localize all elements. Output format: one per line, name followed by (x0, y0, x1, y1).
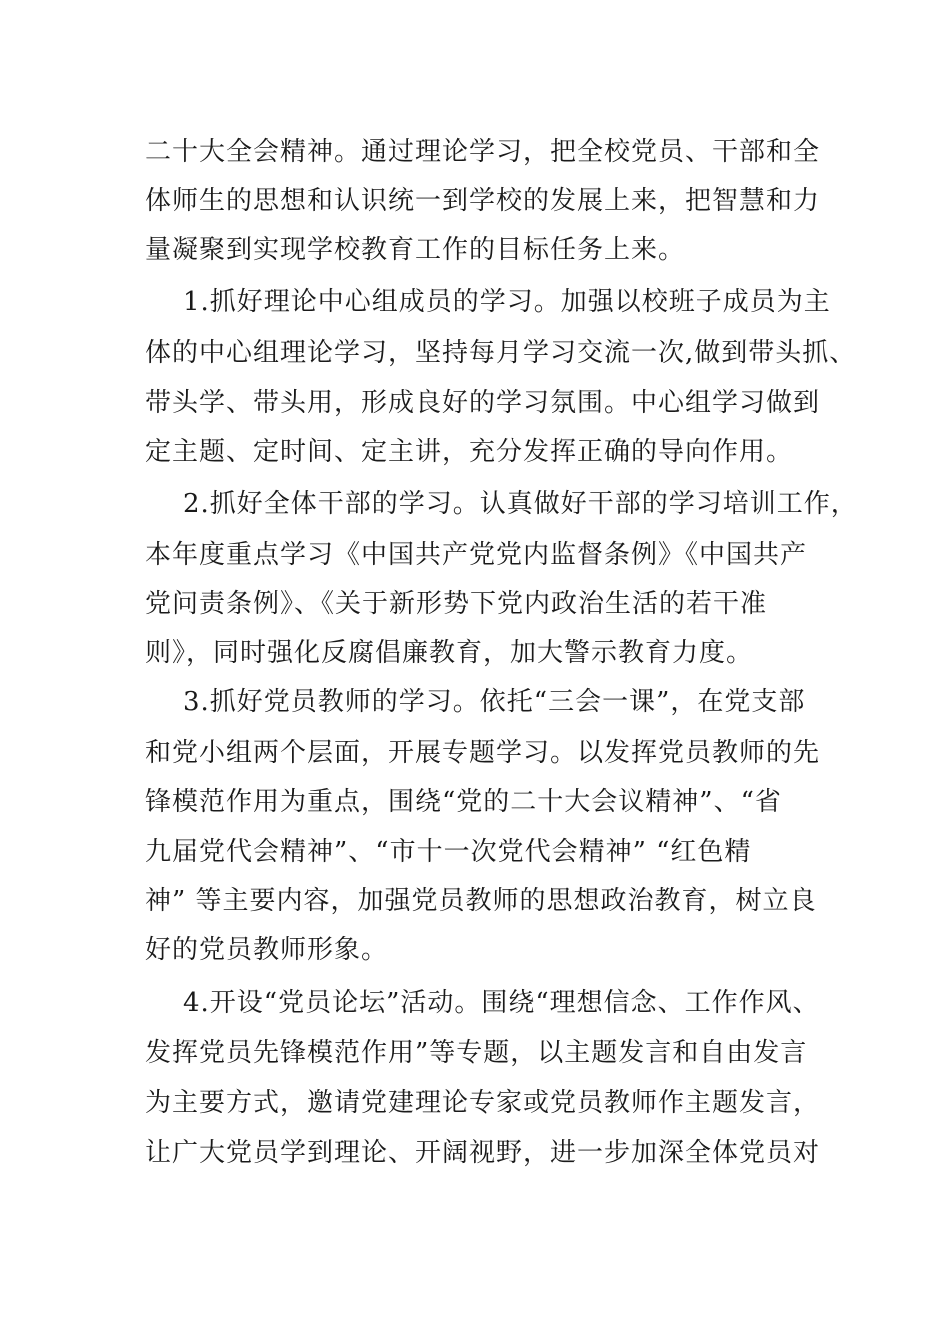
text-line: 体的中心组理论学习，坚持每月学习交流一次,做到带头抓、 (145, 338, 857, 368)
text-line: 让广大党员学到理论、开阔视野，进一步加深全体党员对 (145, 1138, 821, 1168)
text-line: 发挥党员先锋模范作用”等专题，以主题发言和自由发言 (145, 1038, 808, 1068)
text-line: 党问责条例》、《关于新形势下党内政治生活的若干准 (145, 589, 768, 619)
text-line: 量凝聚到实现学校教育工作的目标任务上来。 (145, 235, 686, 265)
text-line: 带头学、带头用，形成良好的学习氛围。中心组学习做到 (145, 388, 821, 418)
text-line: 二十大全会精神。通过理论学习，把全校党员、干部和全 (145, 137, 821, 167)
text-line: 定主题、定时间、定主讲，充分发挥正确的导向作用。 (145, 437, 794, 467)
text-line: 本年度重点学习《中国共产党党内监督条例》《中国共产 (145, 540, 808, 570)
text-line: 锋模范作用为重点，围绕“党的二十大会议精神”、“省 (145, 787, 782, 817)
text-line: 好的党员教师形象。 (145, 935, 389, 965)
text-line: 为主要方式，邀请党建理论专家或党员教师作主题发言， (145, 1088, 821, 1118)
paragraph-2-first-line: 2.抓好全体干部的学习。认真做好干部的学习培训工作， (183, 489, 858, 519)
paragraph-1-first-line: 1.抓好理论中心组成员的学习。加强以校班子成员为主 (183, 287, 831, 317)
text-line: 则》，同时强化反腐倡廉教育，加大警示教育力度。 (145, 638, 754, 668)
paragraph-4-first-line: 4.开设“党员论坛”活动。围绕“理想信念、工作作风、 (183, 988, 820, 1018)
text-line: 和党小组两个层面，开展专题学习。以发挥党员教师的先 (145, 738, 821, 768)
text-line: 神” 等主要内容，加强党员教师的思想政治教育，树立良 (145, 886, 817, 916)
text-line: 九届党代会精神”、“市十一次党代会精神” “红色精 (145, 837, 752, 867)
paragraph-3-first-line: 3.抓好党员教师的学习。依托“三会一课”，在党支部 (183, 687, 806, 717)
text-line: 体师生的思想和认识统一到学校的发展上来，把智慧和力 (145, 186, 821, 216)
